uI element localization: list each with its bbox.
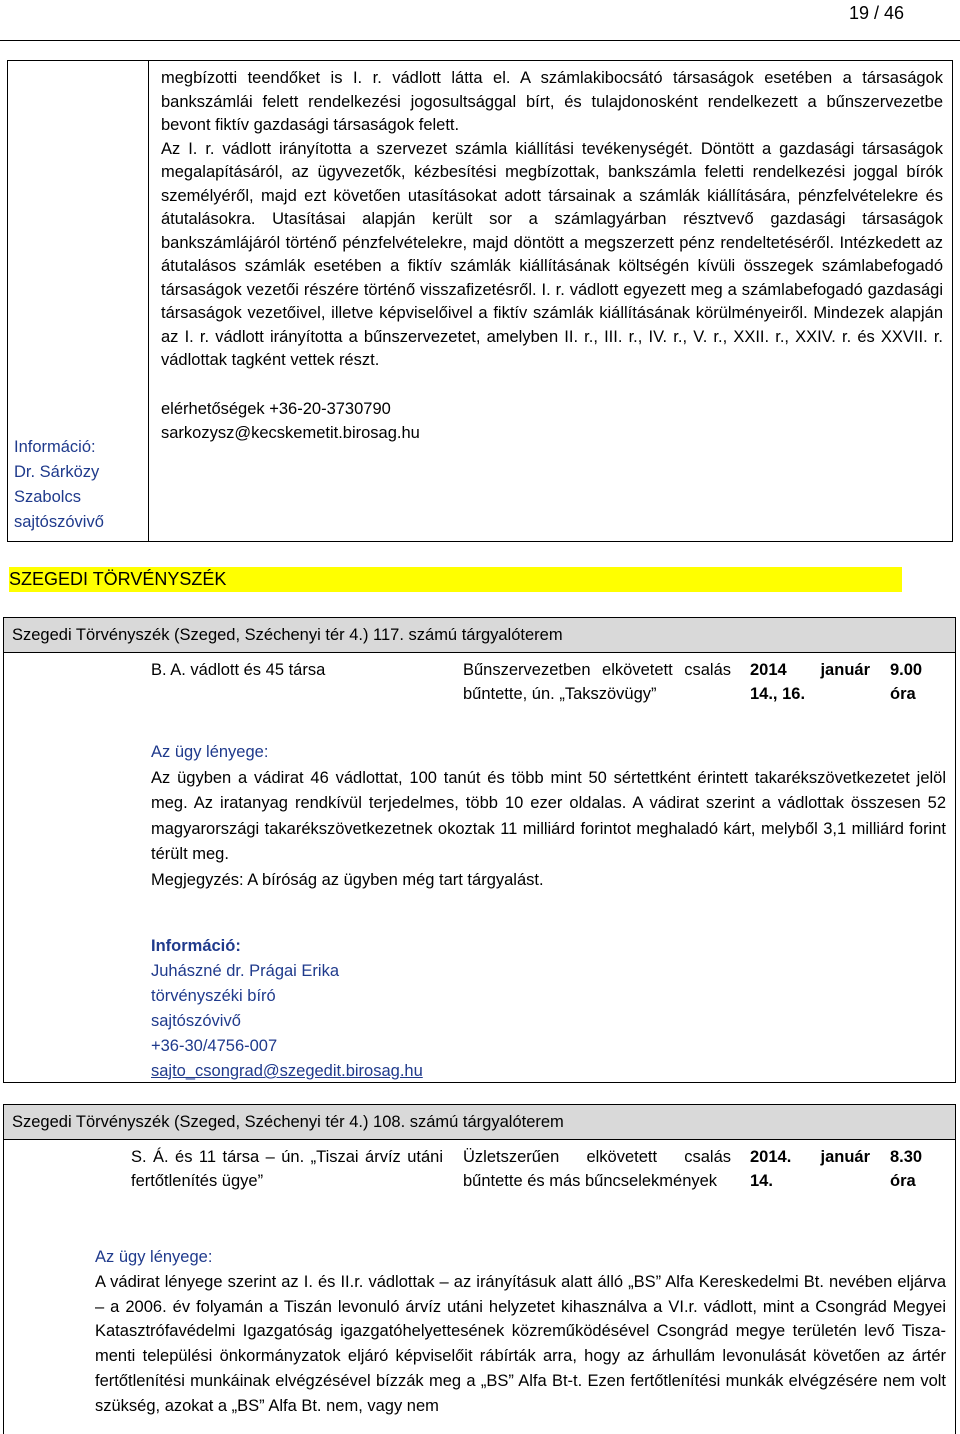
case-1-info-phone: +36-30/4756-007 <box>151 1037 278 1055</box>
case-1-info-title: törvényszéki bíró <box>151 987 276 1005</box>
main-paragraph: Az I. r. vádlott irányította a szervezet számla kiállítási tevékenységét. Döntött a gazdasági társaságok megalapításáról, az ügyvezetők, kézbesítési megbízottak, bankszámla feletti rendelkezési joggal bírók személyéről, majd ezt követően utasításokat adott társainak a számlák kiállítására, pénzfelvételekre és átutalásokra. Utasításai alapján került sor a számlagyárban résztvevő gazdasági társaságok bankszámlájáról történő pénzfelvételekre, majd döntött a megszerzett pénz rendeltetéséről. Intézkedett az átutalásos számlák esetében a fiktív számlák kiállításának költségén kívüli összegek számlabefogadó társaságok vezetői részére történő visszafizetésről. I. r. vádlott egyezett meg a számlabefogadó gazdasági társaságok vezetőivel, illetve képviselőivel a fiktív számlák kiállításának körülményeiről. Mindezek alapján az I. r. vádlott irányította a bűnszervezetet, amelyben II. r., III. r., IV. r., V. r., XXII. r., XXIV. r. és XXVII. r. vádlottak tagként vettek részt. <box>161 139 943 369</box>
column-divider <box>148 61 149 541</box>
case-2-summary: A vádirat lényege szerint az I. és II.r. vádlottak – az irányításuk alatt álló „BS” Alfa Kereskedelmi Bt. nevében eljárva – a 2006. év folyamán a Tiszán levonuló árvíz utáni helyzetet kihasználva a VI.r. vádlott, mint a Csongrád Megyei Katasztrófavédelmi Igazgatóság igazgatóhelyettesének közreműködésével Csongrád megye területén levő Tisza-menti települési önkormányzatok eljáró képviselőit rábírták arra, hogy az árhullám levonulását követően az ártér fertőtlenítési munkáinak elvégzésével bízzák meg a „BS” Alfa Bt-t. Ezen fertőtlenítési munkák elvégzésére nem volt szükség, azokat a „BS” Alfa Bt. nem, vagy nem <box>95 1272 946 1415</box>
case-2-crime: Üzletszerűen elkövetett csalás bűntette és más bűncselekmények <box>463 1148 731 1190</box>
case-1-note: Megjegyzés: A bíróság az ügyben még tart tárgyalást. <box>151 870 544 889</box>
case-2-box <box>3 1104 956 1434</box>
case-1-location-bar <box>4 618 955 653</box>
info-label: Információ: <box>14 438 96 456</box>
case-1-summary: Az ügyben a vádirat 46 vádlottat, 100 tanút és több mint 50 sértettként érintett takarékszövetkezetet jelöl meg. Az iratanyag rendkívül terjedelmes, több 10 ezer oldalas. A vádirat szerint a vádlottak összesen 52 magyarországi takarékszövetkezetnek okoztak 11 milliárd forintot meghaladó kárt, melyből 3,1 milliárd forint térült meg. <box>151 768 946 863</box>
case-2-location: Szegedi Törvényszék (Szeged, Széchenyi tér 4.) 108. számú tárgyalóterem <box>12 1113 564 1131</box>
case-1-info-label: Információ: <box>151 937 241 955</box>
info-name-2: Szabolcs <box>14 488 81 506</box>
case-text <box>161 67 943 445</box>
case-1-info-role: sajtószóvivő <box>151 1012 241 1030</box>
case-2-lenyege-label: Az ügy lényege: <box>95 1248 213 1266</box>
info-role: sajtószóvivő <box>14 513 104 531</box>
case-1-location: Szegedi Törvényszék (Szeged, Széchenyi tér 4.) 117. számú tárgyalóterem <box>12 626 563 644</box>
previous-case-box <box>7 60 953 542</box>
court-header: SZEGEDI TÖRVÉNYSZÉK <box>9 567 902 592</box>
case-1-lenyege-label: Az ügy lényege: <box>151 743 269 761</box>
case-1-info <box>151 934 423 1084</box>
case-1-parties: B. A. vádlott és 45 társa <box>151 661 326 679</box>
case-1-date: 2014 január 14., 16. <box>750 661 870 703</box>
case-2-time: 8.30 óra <box>890 1148 923 1190</box>
info-name: Dr. Sárközy <box>14 463 100 481</box>
header-rule <box>0 40 960 41</box>
case-1-crime: Bűnszervezetben elkövetett csalás bűntette, ún. „Takszövügy” <box>463 661 731 703</box>
case-2-date: 2014. január 14. <box>750 1148 870 1190</box>
contact-email: sarkozysz@kecskemetit.birosag.hu <box>161 423 420 442</box>
case-1-time: 9.00 óra <box>890 661 923 703</box>
case-1-info-email-link[interactable]: sajto_csongrad@szegedit.birosag.hu <box>151 1062 423 1080</box>
contact-phone: elérhetőségek +36-20-3730790 <box>161 399 391 418</box>
case-1-details <box>151 740 946 893</box>
case-1-info-name: Juhászné dr. Prágai Erika <box>151 962 340 980</box>
case-2-details <box>95 1245 946 1419</box>
case-2-location-bar <box>4 1105 955 1140</box>
info-sidebar <box>14 435 144 535</box>
case-1-box <box>3 617 956 1083</box>
page-number: 19 / 46 <box>848 3 904 23</box>
intro-paragraph: megbízotti teendőket is I. r. vádlott látta el. A számlakibocsátó társaságok esetében a társaságok bankszámlái felett rendelkezési jogosultsággal bírt, és tulajdonosként rendelkezett a bűnszervezetbe bevont fiktív gazdasági társaságok felett. <box>161 69 943 134</box>
case-2-parties: S. Á. és 11 társa – ún. „Tiszai árvíz utáni fertőtlenítés ügye” <box>131 1148 443 1190</box>
